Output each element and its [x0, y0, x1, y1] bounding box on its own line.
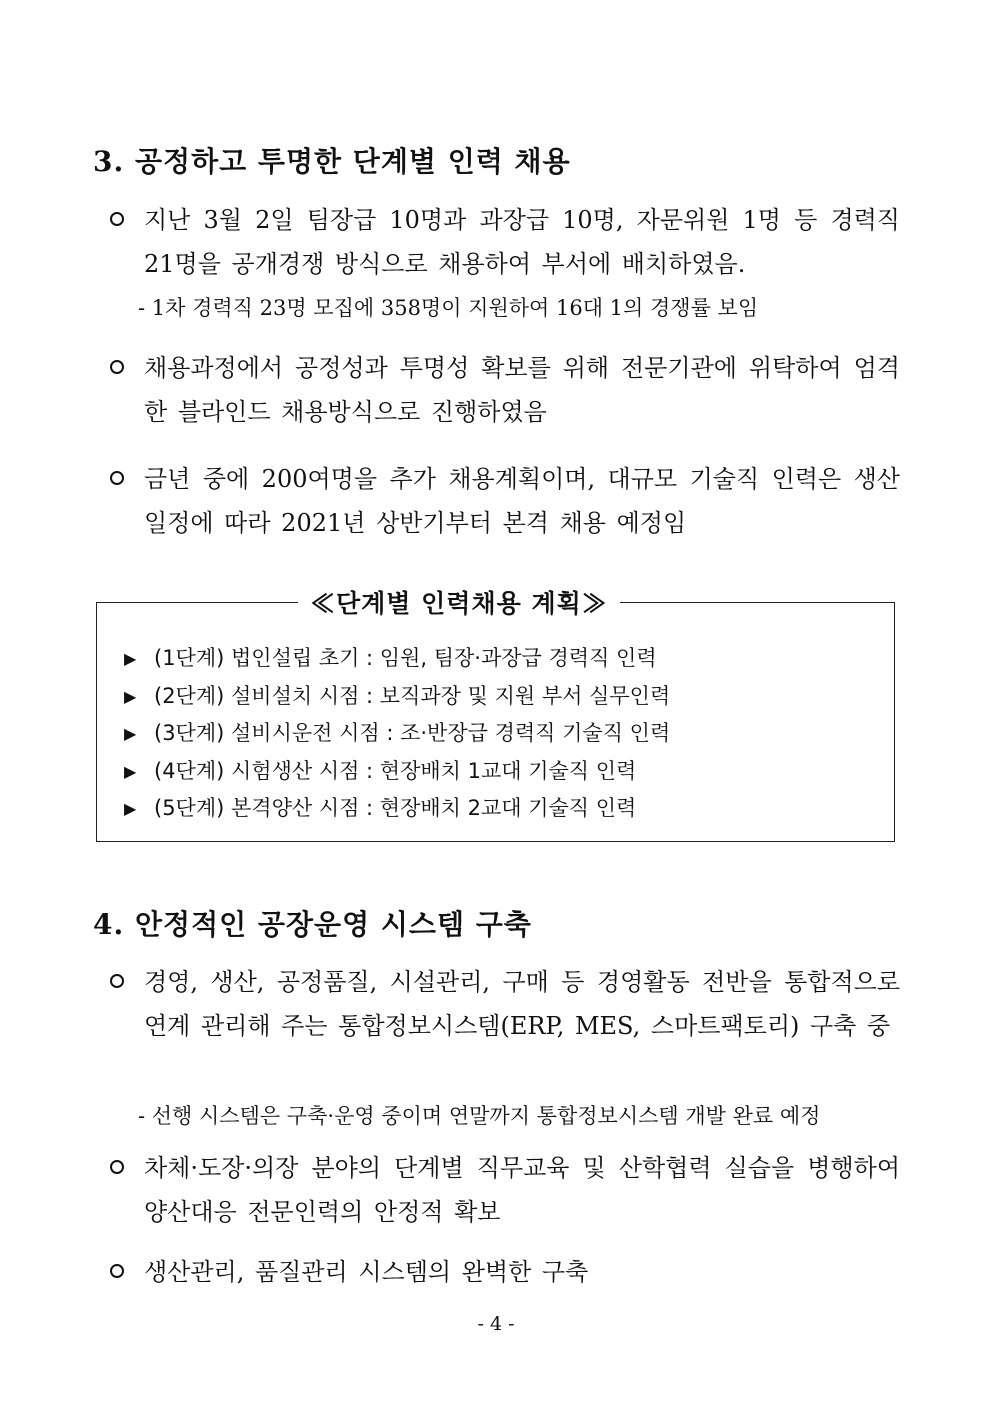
section-3-bullet-2: [108, 346, 900, 434]
section-3-heading: 3. 공정하고 투명한 단계별 인력 채용: [93, 145, 571, 178]
triangle-bullet-icon: ▶: [124, 686, 137, 706]
section-4-bullet-1-subnote: - 선행 시스템은 구축·운영 중이며 연말까지 통합정보시스템 개발 완료 예정: [138, 1104, 821, 1128]
section-3-bullet-3: [108, 457, 900, 545]
plan-item: [124, 640, 670, 678]
section-3-bullet-1: [108, 198, 900, 286]
recruitment-plan-list: [124, 640, 670, 828]
triangle-bullet-icon: ▶: [124, 724, 137, 744]
bullet-text: 경영, 생산, 공정품질, 시설관리, 구매 등 경영활동 전반을 통합적으로 연계 관리해 주는 통합정보시스템(ERP, MES, 스마트팩토리) 구축 중: [144, 968, 900, 1040]
triangle-bullet-icon: ▶: [124, 761, 137, 781]
bullet-text: 생산관리, 품질관리 시스템의 완벽한 구축: [144, 1258, 589, 1286]
plan-item-text: (2단계) 설비설치 시점 : 보직과장 및 지원 부서 실무인력: [154, 683, 671, 708]
circle-bullet-icon: [110, 360, 124, 374]
plan-item-text: (4단계) 시험생산 시점 : 현장배치 1교대 기술직 인력: [154, 758, 637, 783]
page-number: - 4 -: [477, 1313, 515, 1335]
plan-item: [124, 790, 670, 828]
plan-item-text: (3단계) 설비시운전 시점 : 조·반장급 경력직 기술직 인력: [154, 721, 671, 745]
section-4-heading: 4. 안정적인 공장운영 시스템 구축: [93, 908, 532, 941]
triangle-bullet-icon: ▶: [124, 799, 137, 819]
bullet-text: 채용과정에서 공정성과 투명성 확보를 위해 전문기관에 위탁하여 엄격한 블라인드 채용방식으로 진행하였음: [144, 354, 900, 426]
circle-bullet-icon: [110, 471, 124, 485]
circle-bullet-icon: [110, 974, 124, 988]
recruitment-plan-title: ≪단계별 인력채용 계획≫: [298, 584, 620, 620]
bullet-text: 금년 중에 200여명을 추가 채용계획이며, 대규모 기술직 인력은 생산 일정에 따라 2021년 상반기부터 본격 채용 예정임: [144, 465, 900, 537]
bullet-text: 지난 3월 2일 팀장급 10명과 과장급 10명, 자문위원 1명 등 경력직 21명을 공개경쟁 방식으로 채용하여 부서에 배치하였음.: [144, 206, 900, 278]
bullet-text: 차체·도장·의장 분야의 단계별 직무교육 및 산학협력 실습을 병행하여 양산대응 전문인력의 안정적 확보: [144, 1154, 900, 1226]
section-4-bullet-3: [108, 1250, 900, 1294]
plan-item: [124, 753, 670, 791]
plan-item-text: (5단계) 본격양산 시점 : 현장배치 2교대 기술직 인력: [154, 796, 637, 820]
plan-item: [124, 678, 670, 716]
plan-item-text: (1단계) 법인설립 초기 : 임원, 팀장·과장급 경력직 인력: [154, 646, 657, 670]
plan-item: [124, 715, 670, 753]
section-3-bullet-1-subnote: - 1차 경력직 23명 모집에 358명이 지원하여 16대 1의 경쟁률 보임: [138, 296, 759, 320]
circle-bullet-icon: [110, 212, 124, 226]
section-4-bullet-1: [108, 960, 900, 1048]
circle-bullet-icon: [110, 1160, 124, 1174]
triangle-bullet-icon: ▶: [124, 649, 137, 669]
section-4-bullet-2: [108, 1146, 900, 1234]
circle-bullet-icon: [110, 1264, 124, 1278]
